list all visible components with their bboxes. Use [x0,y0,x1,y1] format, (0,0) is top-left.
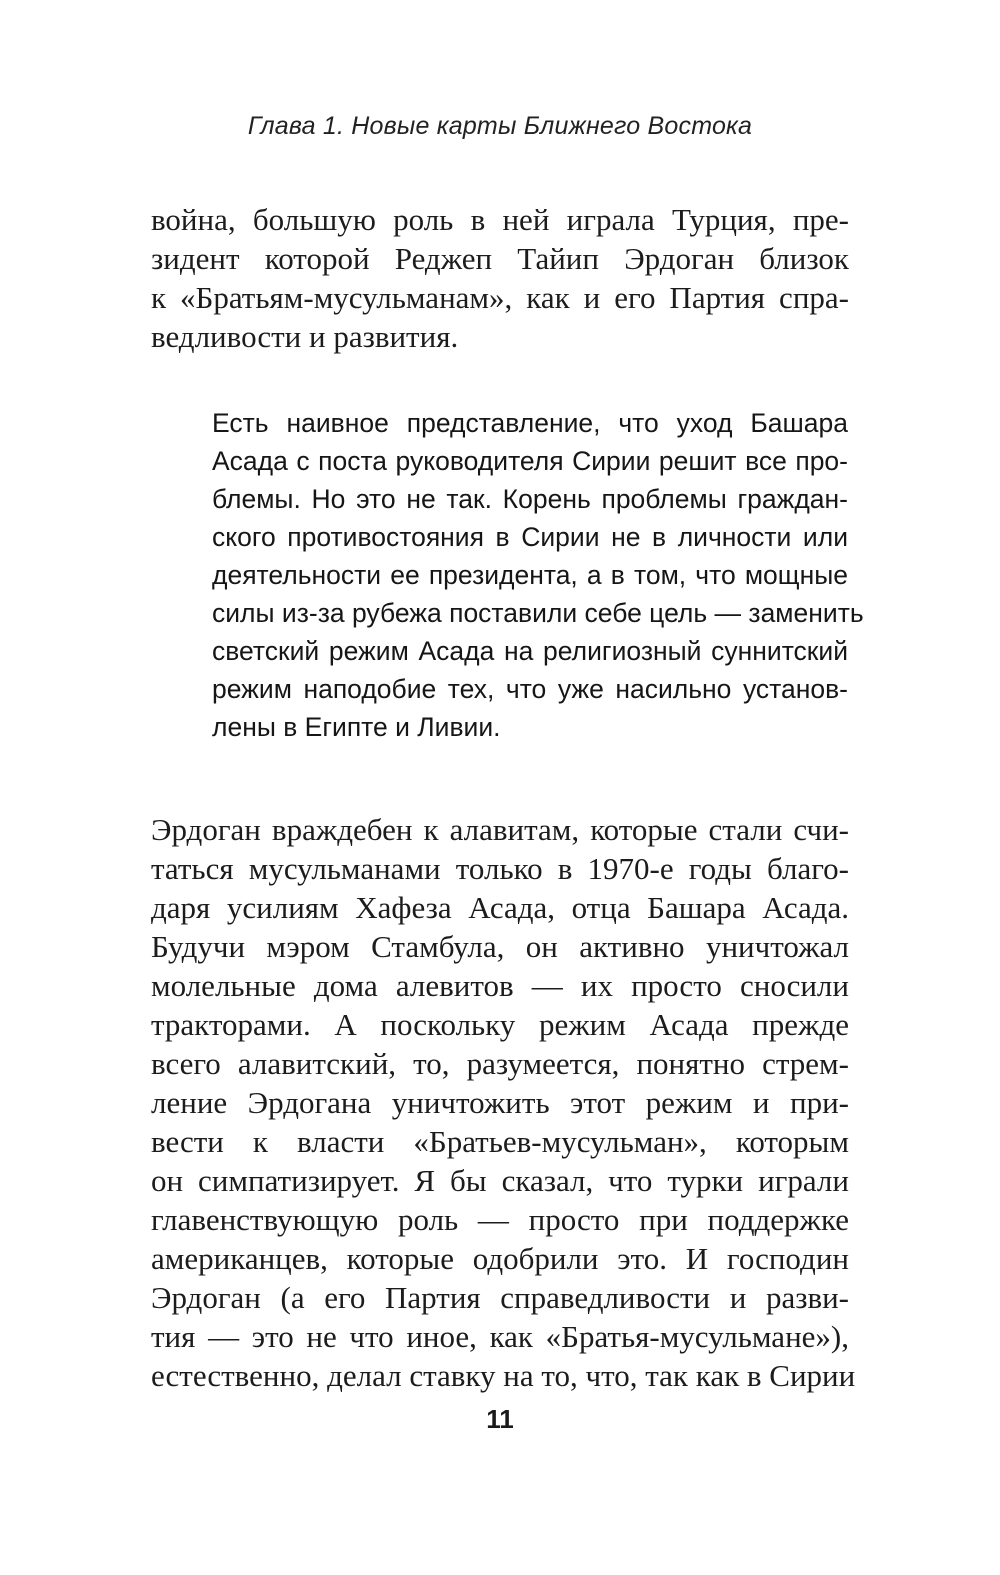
quote-line: лены в Египте и Ливии. [212,712,501,742]
paragraph-line: Будучи мэром Стамбула, он активно уничтожал [151,929,849,964]
quote-line: Есть наивное представление, что уход Башара [212,408,848,438]
quote-line: ского противостояния в Сирии не в личности или [212,522,848,552]
quote-line: режим наподобие тех, что уже насильно установ- [212,674,848,704]
paragraph-line: главенствующую роль — просто при поддержке [151,1202,849,1237]
paragraph-line: ведливости и развития. [151,319,459,354]
paragraph-line: Эрдоган враждебен к алавитам, которые стали счи- [151,812,849,847]
paragraph-line: даря усилиям Хафеза Асада, отца Башара Асада. [151,890,849,925]
running-head: Глава 1. Новые карты Ближнего Востока [247,112,753,140]
paragraph-line: всего алавитский, то, разумеется, понятно стрем- [151,1046,849,1081]
quote-line: силы из-за рубежа поставили себе цель — заменить [212,598,864,628]
paragraph-line: война, большую роль в ней играла Турция, пре- [151,202,849,237]
paragraph-line: естественно, делал ставку на то, что, так как в Сирии [151,1358,856,1393]
quote-line: деятельности ее президента, а в том, что мощные [212,560,848,590]
paragraph-line: молельные дома алевитов — их просто сносили [151,968,849,1003]
paragraph-line: Эрдоган (а его Партия справедливости и разви- [151,1280,849,1315]
paragraph-line: к «Братьям-мусульманам», как и его Партия спра- [151,280,849,315]
quote-line: Асада с поста руководителя Сирии решит все про- [212,446,848,476]
page-number: 11 [486,1404,514,1434]
quote-line: блемы. Но это не так. Корень проблемы граждан- [212,484,848,514]
quote-line: светский режим Асада на религиозный суннитский [212,636,848,666]
paragraph-line: он симпатизирует. Я бы сказал, что турки играли [151,1163,849,1198]
paragraph-line: тия — это не что иное, как «Братья-мусульмане»), [151,1319,849,1354]
paragraph-line: таться мусульманами только в 1970-е годы благо- [151,851,849,886]
paragraph-line: тракторами. А поскольку режим Асада прежде [151,1007,849,1042]
paragraph-line: вести к власти «Братьев-мусульман», которым [151,1124,849,1159]
paragraph-line: ление Эрдогана уничтожить этот режим и при- [151,1085,849,1120]
paragraph-line: американцев, которые одобрили это. И господин [151,1241,849,1276]
paragraph-line: зидент которой Реджеп Тайип Эрдоган близок [151,241,849,276]
